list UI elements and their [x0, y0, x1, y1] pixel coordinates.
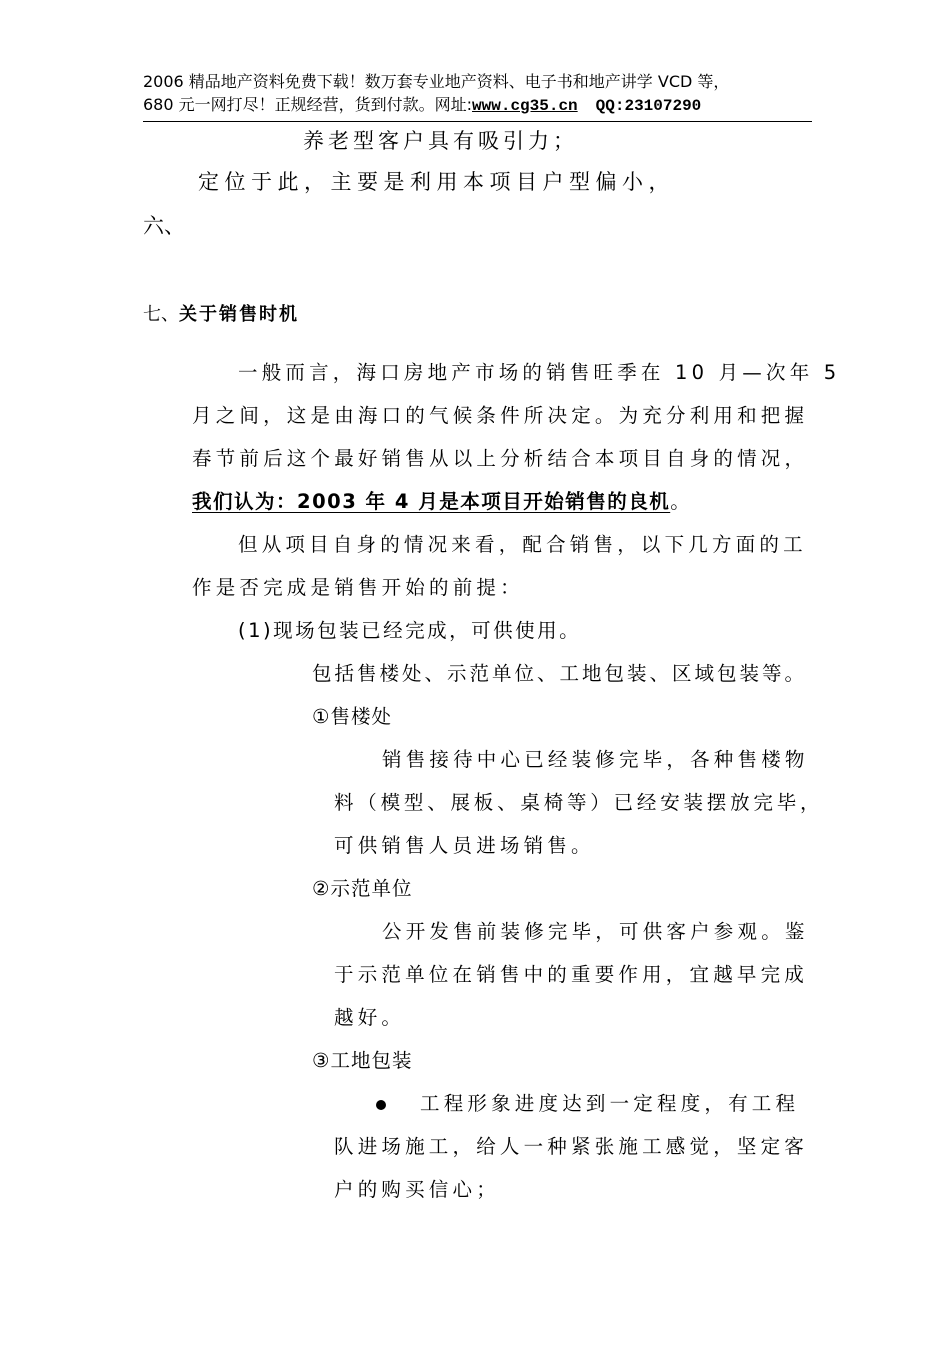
sales-timing-conclusion: 我们认为：2003 年 4 月是本项目开始销售的良机	[192, 490, 671, 513]
section-seven-title: 关于销售时机	[179, 304, 299, 325]
sub-3-line-1-text: 工程形象进度达到一定程度，有工程	[420, 1092, 800, 1115]
sub-1-title: ①售楼处	[312, 705, 392, 728]
header-line-1: 2006 精品地产资料免费下载！数万套专业地产资料、电子书和地产讲学 VCD 等，	[143, 72, 730, 91]
sub-3-line-2: 队进场施工，给人一种紧张施工感觉，坚定客	[334, 1135, 809, 1158]
p1-line-1: 一般而言，海口房地产市场的销售旺季在 10 月—次年 5	[238, 361, 841, 384]
p1-line-4	[192, 486, 694, 514]
website-link[interactable]: www.cg35.cn	[472, 97, 578, 115]
p2-line-2: 作是否完成是销售开始的前提：	[192, 576, 524, 599]
qq-number: QQ:23107290	[595, 97, 702, 115]
item-1: (1)现场包装已经完成，可供使用。	[238, 619, 582, 642]
header-line-2	[143, 95, 701, 116]
carryover-line: 养老型客户具有吸引力；	[303, 129, 578, 153]
sub-2-line-1: 公开发售前装修完毕，可供客户参观。鉴	[382, 920, 809, 943]
header-line-2-prefix: 680 元一网打尽！正规经营，货到付款。网址:	[143, 95, 473, 114]
section-seven-number: 七、	[143, 304, 179, 325]
sub-2-line-2: 于示范单位在销售中的重要作用，宜越早完成	[334, 963, 809, 986]
positioning-line: 定位于此，主要是利用本项目户型偏小，	[198, 170, 675, 194]
p1-line-3: 春节前后这个最好销售从以上分析结合本项目自身的情况，	[192, 447, 809, 470]
sub-3-line-3: 户的购买信心；	[334, 1178, 500, 1201]
sub-3-line-1	[376, 1088, 799, 1116]
header-divider	[143, 121, 812, 122]
section-six-heading: 六、	[143, 214, 185, 238]
p1-line-4-end: 。	[670, 490, 694, 513]
sub-1-line-1: 销售接待中心已经装修完毕，各种售楼物	[382, 748, 809, 771]
sub-1-line-2: 料（模型、展板、桌椅等）已经安装摆放完毕，	[334, 791, 824, 814]
sub-2-line-3: 越好。	[334, 1006, 406, 1029]
sub-2-title: ②示范单位	[312, 877, 413, 900]
p2-line-1: 但从项目自身的情况来看，配合销售，以下几方面的工	[238, 533, 807, 556]
section-seven-heading	[143, 300, 299, 326]
bullet-icon	[376, 1100, 386, 1110]
item-1-description: 包括售楼处、示范单位、工地包装、区域包装等。	[312, 662, 808, 685]
sub-3-title: ③工地包装	[312, 1049, 413, 1072]
p1-line-2: 月之间，这是由海口的气候条件所决定。为充分利用和把握	[192, 404, 809, 427]
sub-1-line-3: 可供销售人员进场销售。	[334, 834, 595, 857]
